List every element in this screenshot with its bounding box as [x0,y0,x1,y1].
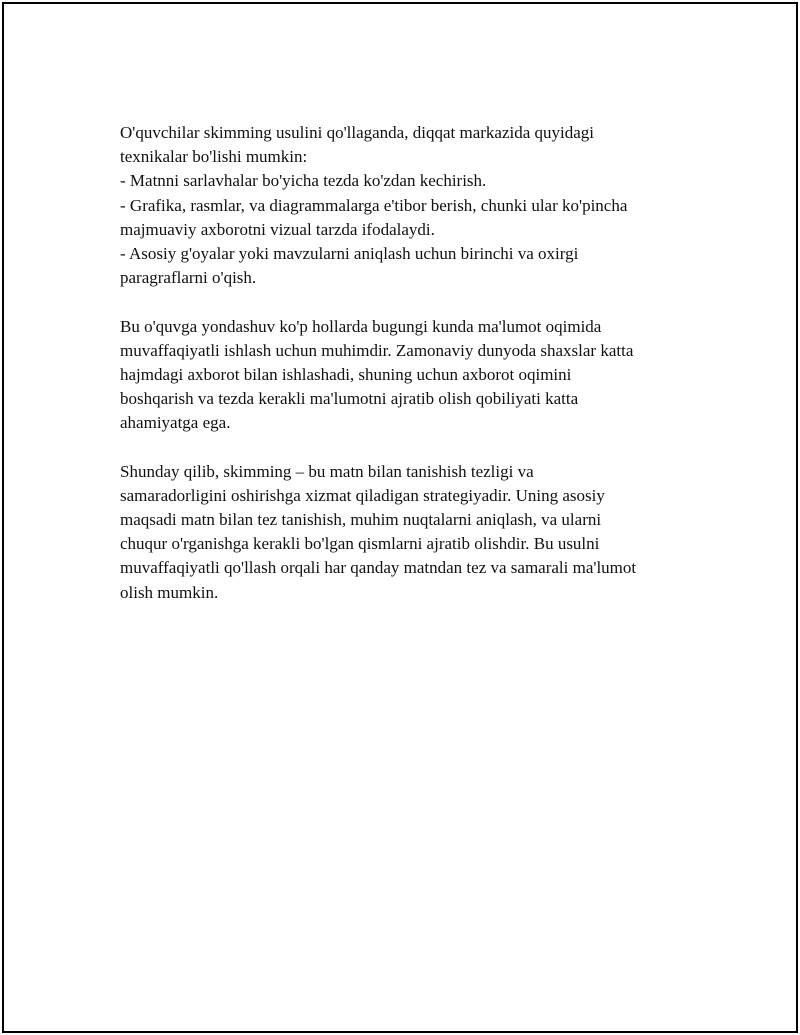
text-line: hajmdagi axborot bilan ishlashadi, shuning uchun axborot oqimini [120,364,572,384]
paragraph-gap [120,290,690,314]
list-item-line: - Grafika, rasmlar, va diagrammalarga e'tibor berish, chunki ular ko'pincha [120,195,628,215]
text-line: olish mumkin. [120,582,219,602]
text-line: ahamiyatga ega. [120,413,231,433]
text-line: O'quvchilar skimming usulini qo'llaganda, diqqat markazida quyidagi [120,123,594,142]
text-line: samaradorligini oshirishga xizmat qiladigan strategiyadir. Uning asosiy [120,485,605,505]
text-line: Shunday qilib, skimming – bu matn bilan tanishish tezligi va [120,461,534,481]
paragraph-techniques [120,121,690,290]
document-body [120,121,690,605]
text-line: Bu o'quvga yondashuv ko'p hollarda bugungi kunda ma'lumot oqimida [120,316,602,336]
text-line: muvaffaqiyatli ishlash uchun muhimdir. Zamonaviy dunyoda shaxslar katta [120,340,634,360]
text-line: chuqur o'rganishga kerakli bo'lgan qismlarni ajratib olishdir. Bu usulni [120,534,600,554]
list-item-line: paragraflarni o'qish. [120,268,257,288]
text-line: texnikalar bo'lishi mumkin: [120,147,308,167]
list-item-line: majmuaviy axborotni vizual tarzda ifodalaydi. [120,219,435,239]
paragraph-importance [120,315,690,436]
text-line: muvaffaqiyatli qo'llash orqali har qanday matndan tez va samarali ma'lumot [120,558,637,578]
list-item-line: - Asosiy g'oyalar yoki mavzularni aniqlash uchun birinchi va oxirgi [120,243,579,263]
paragraph-gap [120,435,690,459]
text-line: maqsadi matn bilan tez tanishish, muhim nuqtalarni aniqlash, va ularni [120,510,602,529]
page-frame [2,2,798,1033]
list-item-line: - Matnni sarlavhalar bo'yicha tezda ko'zdan kechirish. [120,171,487,191]
paragraph-conclusion [120,460,690,605]
text-line: boshqarish va tezda kerakli ma'lumotni ajratib olish qobiliyati katta [120,389,579,409]
